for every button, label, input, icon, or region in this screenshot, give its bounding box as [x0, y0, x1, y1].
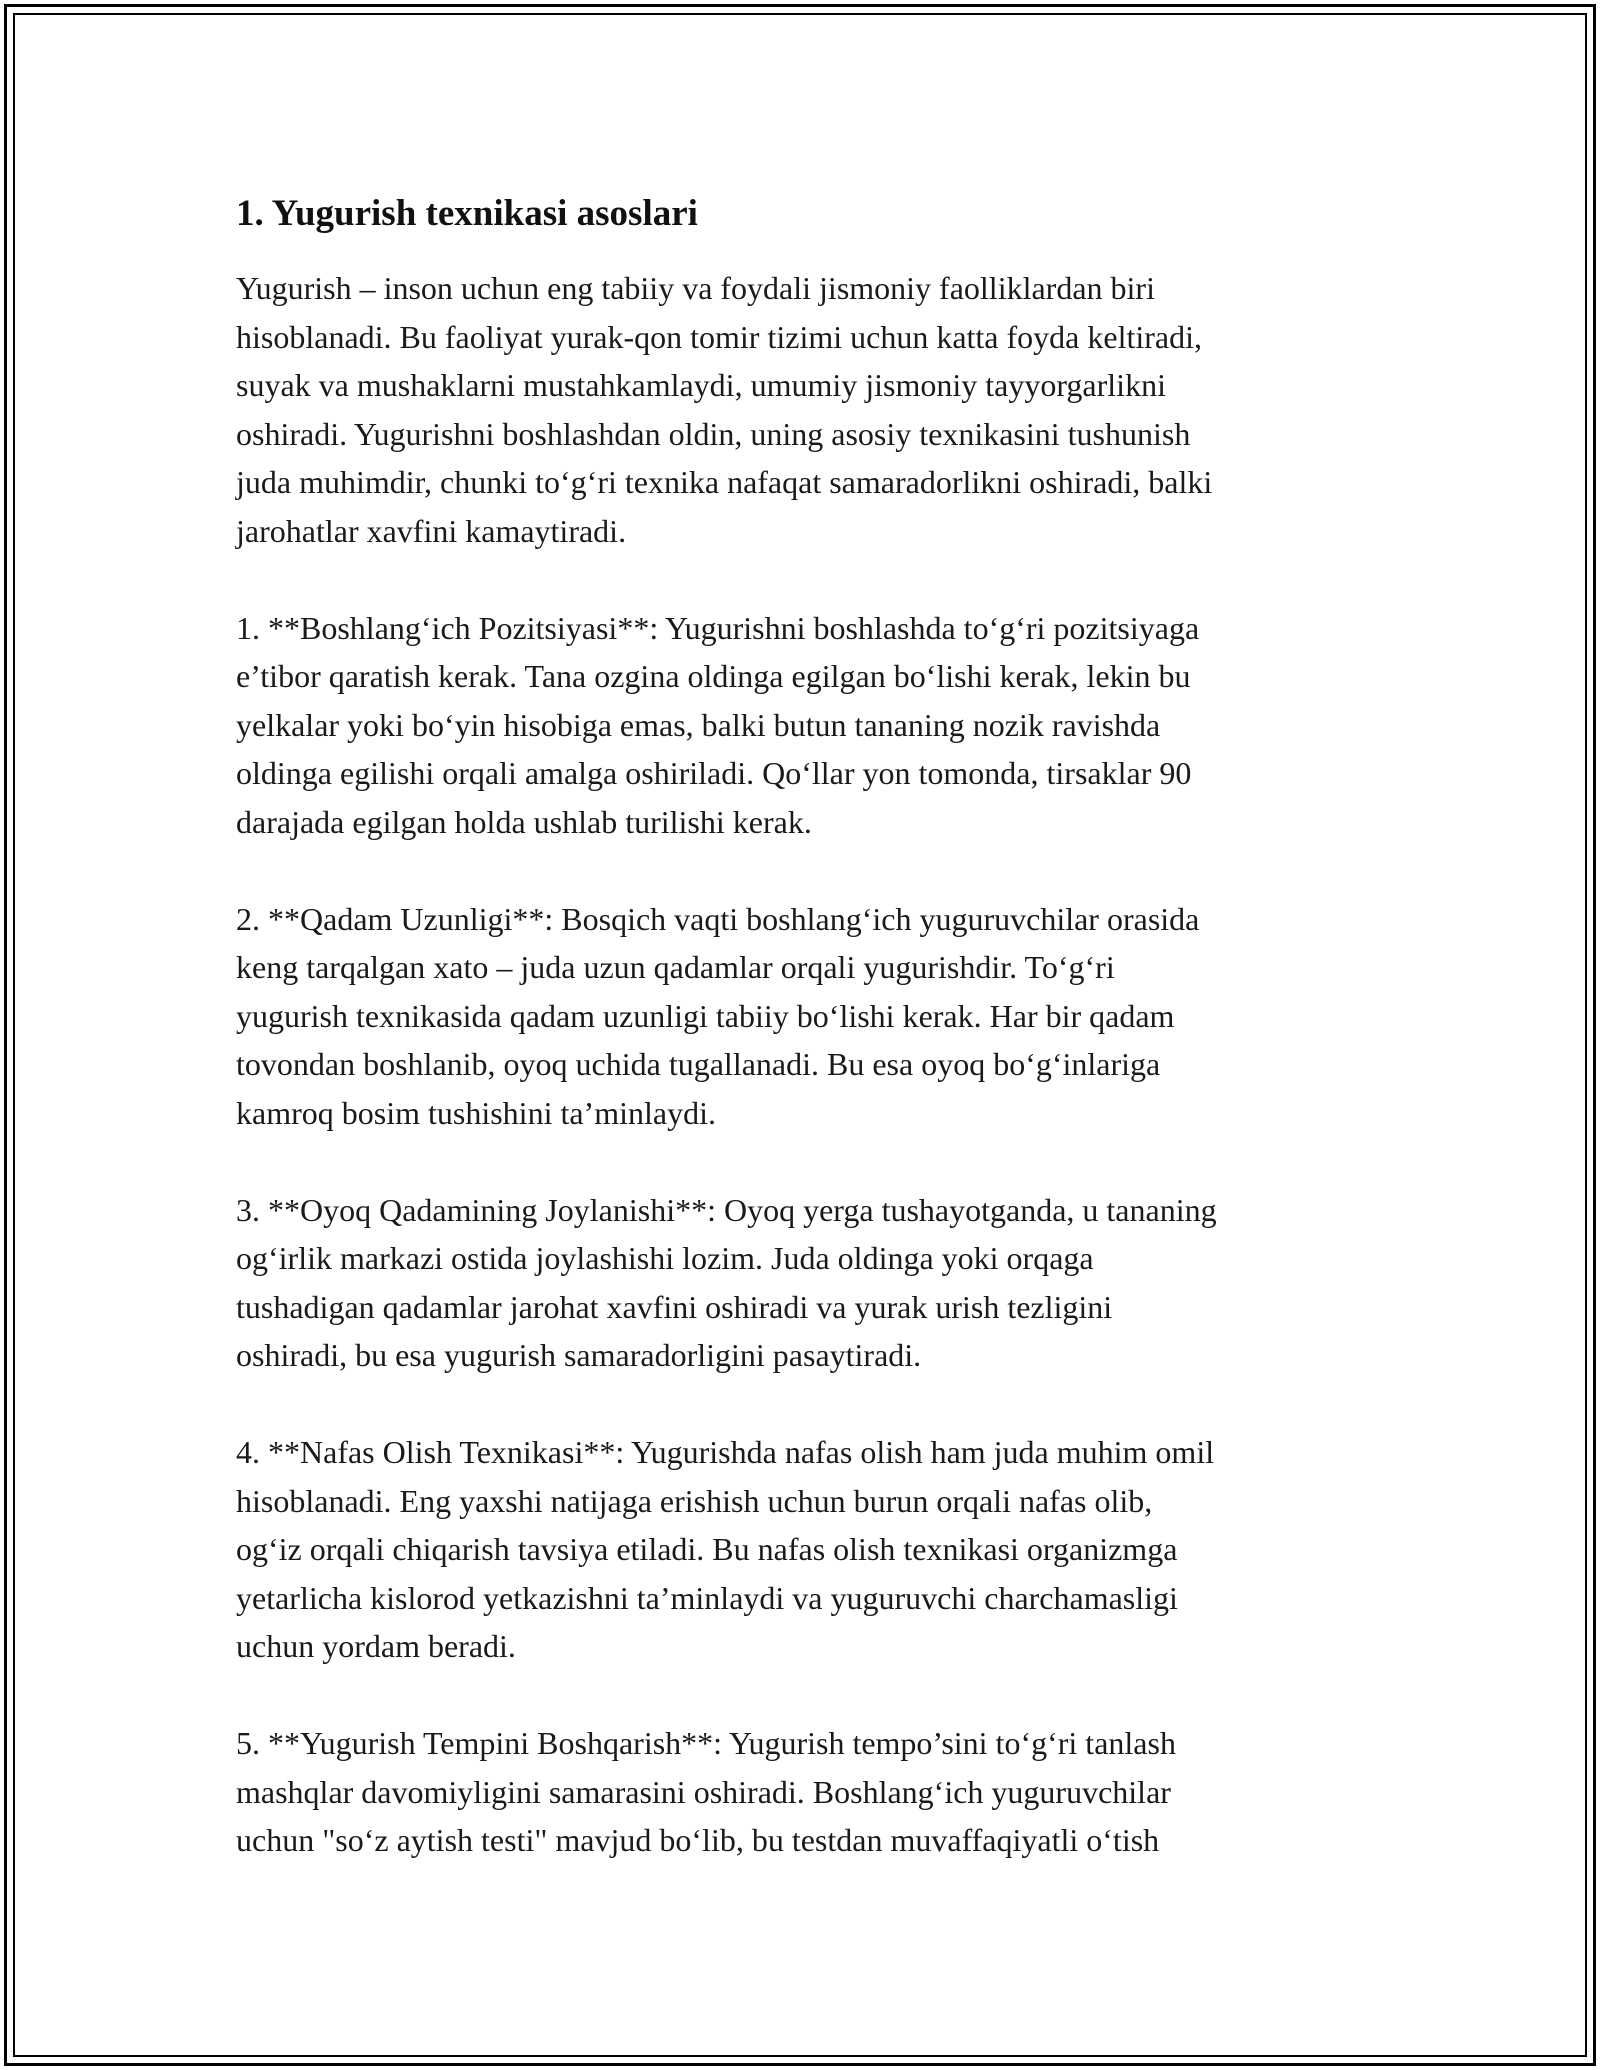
- list-item-foot-placement: [236, 1186, 1376, 1380]
- list-item-stride-length: [236, 895, 1376, 1138]
- text-line: jarohatlar xavfini kamaytiradi.: [236, 512, 627, 549]
- text-line: 5. **Yugurish Tempini Boshqarish**: Yugurish tempo’sini to‘g‘ri tanlash: [236, 1725, 1176, 1761]
- text-line: 3. **Oyoq Qadamining Joylanishi**: Oyoq yerga tushayotganda, u tananing: [236, 1191, 1217, 1228]
- text-line: suyak va mushaklarni mustahkamlaydi, umumiy jismoniy tayyorgarlikni: [236, 367, 1166, 403]
- text-line: oldinga egilishi orqali amalga oshiriladi. Qo‘llar yon tomonda, tirsaklar 90: [236, 755, 1192, 791]
- list-item-pace-control: [236, 1719, 1376, 1865]
- document-body: [236, 190, 1376, 1913]
- text-line: 4. **Nafas Olish Texnikasi**: Yugurishda nafas olish ham juda muhim omil: [236, 1434, 1215, 1470]
- text-line: uchun "so‘z aytish testi" mavjud bo‘lib, bu testdan muvaffaqiyatli o‘tish: [236, 1822, 1160, 1858]
- text-line: yetarlicha kislorod yetkazishni ta’minlaydi va yuguruvchi charchamasligi: [236, 1579, 1178, 1616]
- text-line: yugurish texnikasida qadam uzunligi tabiiy bo‘lishi kerak. Har bir qadam: [236, 997, 1175, 1034]
- text-line: hisoblanadi. Eng yaxshi natijaga erishish uchun burun orqali nafas olib,: [236, 1482, 1153, 1519]
- text-line: juda muhimdir, chunki to‘g‘ri texnika nafaqat samaradorlikni oshiradi, balki: [236, 464, 1213, 500]
- text-line: oshiradi. Yugurishni boshlashdan oldin, uning asosiy texnikasini tushunish: [236, 415, 1191, 452]
- text-line: darajada egilgan holda ushlab turilishi kerak.: [236, 803, 812, 840]
- text-line: 1. **Boshlang‘ich Pozitsiyasi**: Yugurishni boshlashda to‘g‘ri pozitsiyaga: [236, 609, 1200, 646]
- intro-paragraph: [236, 264, 1376, 555]
- text-line: og‘irlik markazi ostida joylashishi lozim. Juda oldinga yoki orqaga: [236, 1240, 1094, 1276]
- text-line: kamroq bosim tushishini ta’minlaydi.: [236, 1094, 716, 1131]
- text-line: hisoblanadi. Bu faoliyat yurak-qon tomir tizimi uchun katta foyda keltiradi,: [236, 318, 1202, 355]
- list-item-breathing-technique: [236, 1428, 1376, 1671]
- text-line: yelkalar yoki bo‘yin hisobiga emas, balki butun tananing nozik ravishda: [236, 706, 1161, 743]
- text-line: 2. **Qadam Uzunligi**: Bosqich vaqti boshlang‘ich yuguruvchilar orasida: [236, 900, 1200, 937]
- text-line: Yugurish – inson uchun eng tabiiy va foydali jismoniy faolliklardan biri: [236, 270, 1155, 306]
- section-heading: 1. Yugurish texnikasi asoslari: [236, 193, 698, 234]
- text-line: uchun yordam beradi.: [236, 1628, 516, 1664]
- text-line: tovondan boshlanib, oyoq uchida tugallanadi. Bu esa oyoq bo‘g‘inlariga: [236, 1046, 1161, 1082]
- list-item-starting-position: [236, 604, 1376, 847]
- text-line: mashqlar davomiyligini samarasini oshiradi. Boshlang‘ich yuguruvchilar: [236, 1773, 1171, 1810]
- text-line: og‘iz orqali chiqarish tavsiya etiladi. Bu nafas olish texnikasi organizmga: [236, 1531, 1178, 1567]
- text-line: oshiradi, bu esa yugurish samaradorligini pasaytiradi.: [236, 1337, 922, 1373]
- text-line: e’tibor qaratish kerak. Tana ozgina oldinga egilgan bo‘lishi kerak, lekin bu: [236, 658, 1191, 694]
- text-line: keng tarqalgan xato – juda uzun qadamlar orqali yugurishdir. To‘g‘ri: [236, 949, 1115, 985]
- text-line: tushadigan qadamlar jarohat xavfini oshiradi va yurak urish tezligini: [236, 1288, 1113, 1325]
